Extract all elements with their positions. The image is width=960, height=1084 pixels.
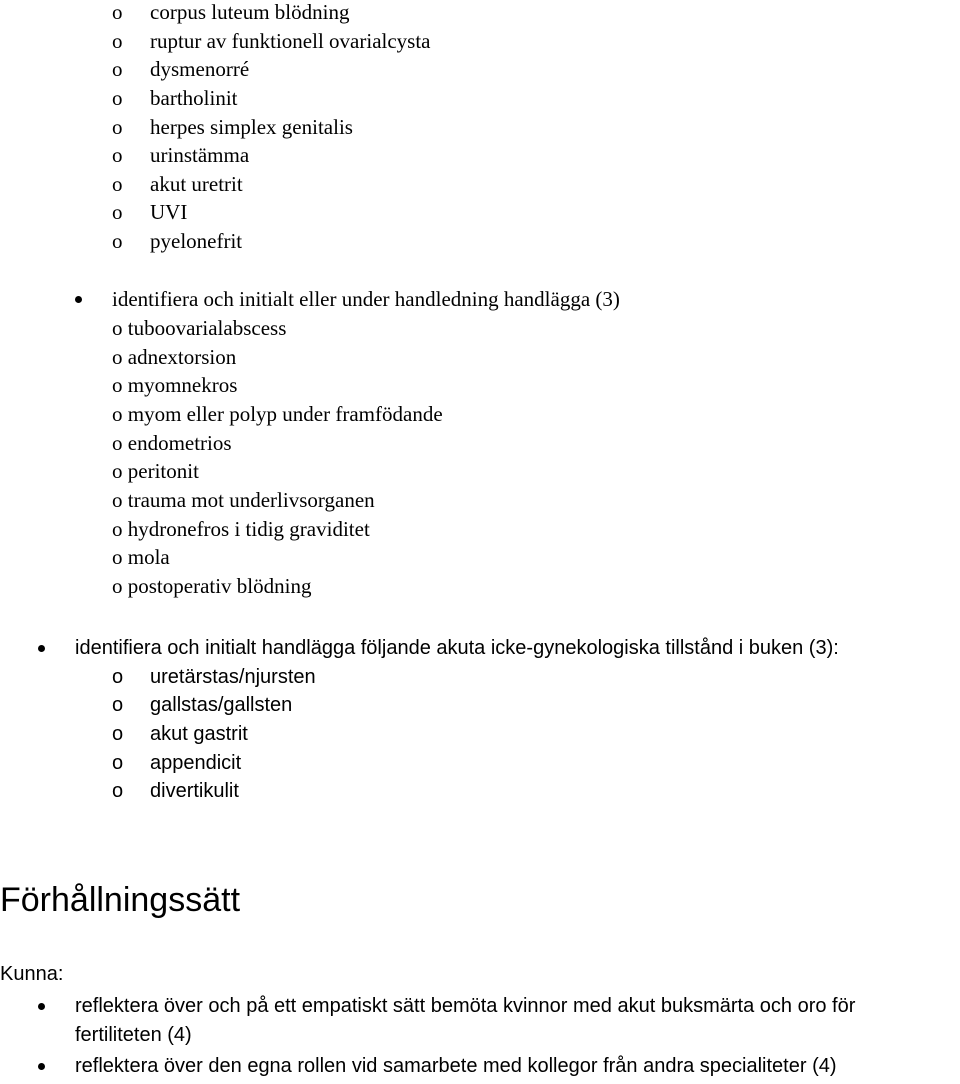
list-marker: o [112,29,123,53]
list-marker: o [112,143,123,167]
list-item: o peritonit [112,459,199,483]
list-item-label: pyelonefrit [150,229,243,253]
list-marker: o [112,723,124,745]
list-item [112,57,250,81]
list-item-continuation: fertiliteten (4) [75,1024,192,1046]
list-item: o postoperativ blödning [112,574,312,598]
list-marker: o [112,666,124,688]
list-item-label: urinstämma [150,143,250,167]
list-marker: o [112,229,123,253]
list-item [112,200,188,224]
list-item-label: uretärstas/njursten [150,666,316,688]
list-item [112,751,242,775]
list-item: o endometrios [112,431,232,455]
list-item-label: dysmenorré [150,57,250,81]
section-title: Förhållningssätt [0,881,241,919]
list-item: reflektera över och på ett empatiskt sätt bemöta kvinnor med akut buksmärta och oro för [75,995,856,1017]
list-item: reflektera över den egna rollen vid samarbete med kollegor från andra specialiteter (4) [75,1055,837,1077]
bullet-icon [75,296,82,303]
list-item: o tuboovarialabscess [112,316,287,340]
list-marker: o [112,172,123,196]
kunna-label: Kunna: [0,963,64,985]
list-marker: o [112,57,123,81]
list-item: o trauma mot underlivsorganen [112,488,375,512]
list-marker: o [112,752,124,774]
bullet-icon [38,1003,45,1010]
list-marker: o [112,115,123,139]
bullet-icon [38,645,45,652]
list-item [112,115,353,139]
list-marker: o [112,0,123,24]
bullet-icon [38,1063,45,1070]
list-item: o myom eller polyp under framfödande [112,402,443,426]
list-item-label: herpes simplex genitalis [150,115,353,139]
list-item [112,143,250,167]
list-marker: o [112,86,123,110]
list-item [112,229,243,253]
list-item [112,665,316,689]
list-item [112,693,293,717]
list-item [112,0,350,24]
list-item [112,86,238,110]
list-item: o mola [112,545,170,569]
list-item-label: gallstas/gallsten [150,694,293,716]
list-item-label: akut gastrit [150,723,248,745]
section-heading: identifiera och initialt handlägga följande akuta icke-gynekologiska tillstånd i buken (3): [75,637,839,659]
list-item: o adnextorsion [112,345,237,369]
list-marker: o [112,200,123,224]
list-item [112,172,243,196]
list-item-label: bartholinit [150,86,238,110]
list-item-label: UVI [150,200,188,224]
list-item: o hydronefros i tidig graviditet [112,517,370,541]
list-marker: o [112,694,124,716]
list-item [112,722,248,746]
list-item-label: appendicit [150,752,242,774]
list-item-label: akut uretrit [150,172,243,196]
list-item-label: ruptur av funktionell ovarialcysta [150,29,431,53]
list-marker: o [112,780,124,802]
list-item: o myomnekros [112,373,238,397]
list-item-label: divertikulit [150,780,239,802]
section-heading: identifiera och initialt eller under handledning handlägga (3) [112,287,620,311]
list-item-label: corpus luteum blödning [150,0,350,24]
list-item [112,779,239,803]
list-item [112,29,431,53]
